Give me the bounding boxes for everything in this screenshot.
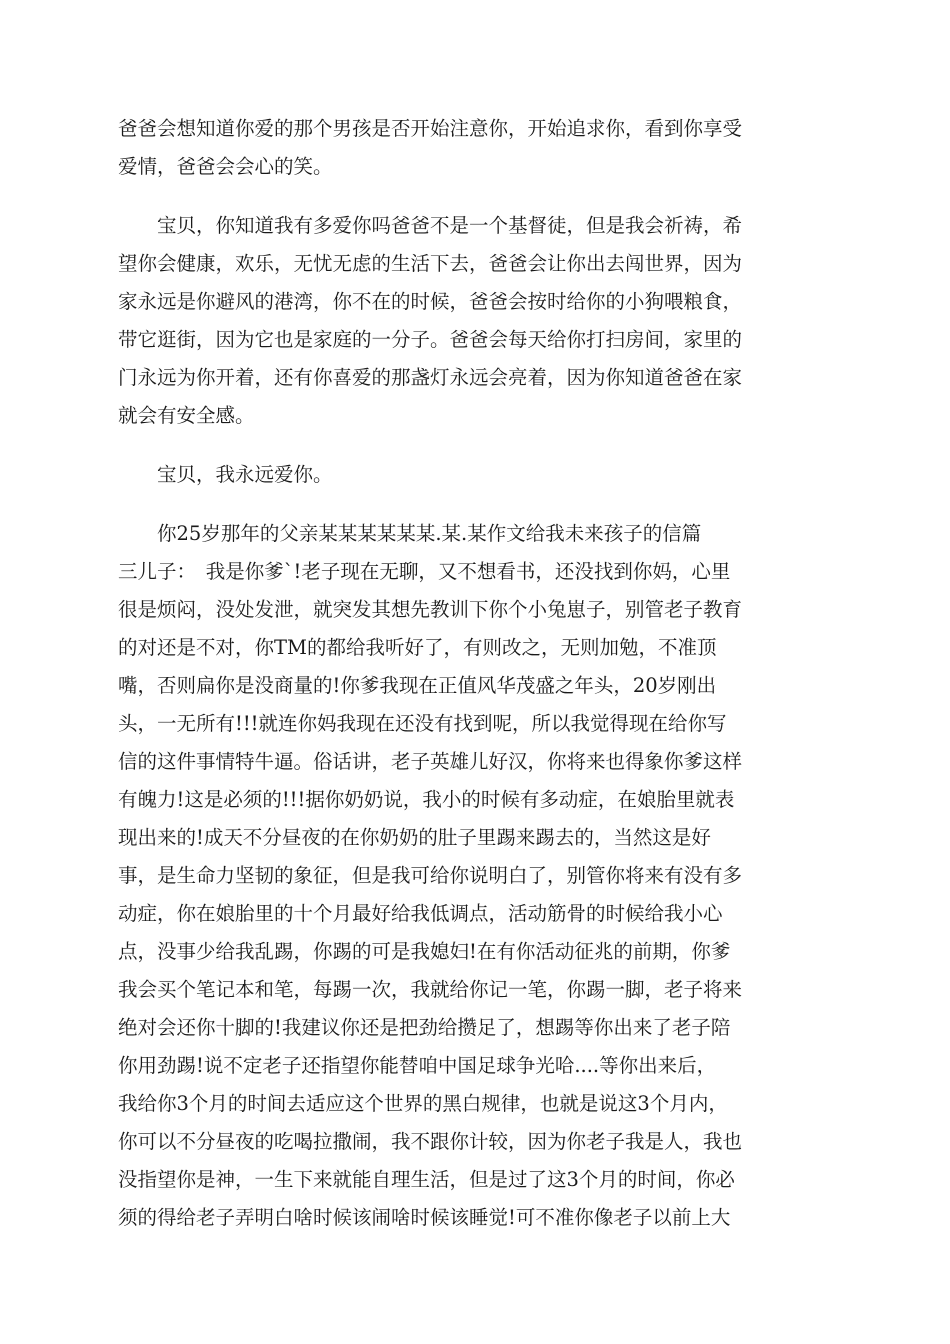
text-line: 绝对会还你十脚的!我建议你还是把劲给攒足了，想踢等你出来了老子陪 bbox=[118, 1016, 731, 1039]
text-line: 事，是生命力坚韧的象征，但是我可给你说明白了，别管你将来有没有多 bbox=[118, 864, 743, 887]
paragraph-2 bbox=[118, 207, 842, 435]
text-line: 三儿子： 我是你爹`!老子现在无聊，又不想看书，还没找到你妈，心里 bbox=[118, 560, 731, 583]
text-line: 爱情，爸爸会会心的笑。 bbox=[118, 155, 333, 178]
paragraph-1 bbox=[118, 110, 842, 186]
paragraph-4 bbox=[118, 515, 842, 1237]
text-line: 宝贝，我永远爱你。 bbox=[118, 463, 333, 486]
text-line: 现出来的!成天不分昼夜的在你奶奶的肚子里踢来踢去的，当然这是好 bbox=[118, 826, 711, 849]
text-line: 宝贝，你知道我有多爱你吗爸爸不是一个基督徒，但是我会祈祷，希 bbox=[118, 214, 743, 237]
text-line: 你用劲踢!说不定老子还指望你能替咱中国足球争光哈....等你出来后， bbox=[118, 1054, 717, 1077]
document-body bbox=[118, 110, 842, 1237]
text-line: 望你会健康，欢乐，无忧无虑的生活下去，爸爸会让你出去闯世界，因为 bbox=[118, 252, 743, 275]
text-line: 很是烦闷，没处发泄，就突发其想先教训下你个小兔崽子，别管老子教育 bbox=[118, 598, 743, 621]
text-line: 点，没事少给我乱踢，你踢的可是我媳妇!在有你活动征兆的前期，你爹 bbox=[118, 940, 731, 963]
text-line: 动症，你在娘胎里的十个月最好给我低调点，活动筋骨的时候给我小心 bbox=[118, 902, 723, 925]
paragraph-3 bbox=[118, 456, 842, 494]
text-line: 爸爸会想知道你爱的那个男孩是否开始注意你，开始追求你，看到你享受 bbox=[118, 117, 743, 140]
text-line: 须的得给老子弄明白啥时候该闹啥时候该睡觉!可不准你像老子以前上大 bbox=[118, 1206, 731, 1229]
text-line: 的对还是不对，你TM的都给我听好了，有则改之，无则加勉，不准顶 bbox=[118, 636, 717, 659]
text-line: 头，一无所有!!!就连你妈我现在还没有找到呢，所以我觉得现在给你写 bbox=[118, 712, 727, 735]
text-line: 就会有安全感。 bbox=[118, 404, 255, 427]
text-line: 你可以不分昼夜的吃喝拉撒闹，我不跟你计较，因为你老子我是人，我也 bbox=[118, 1130, 743, 1153]
text-line: 有魄力!这是必须的!!!据你奶奶说，我小的时候有多动症，在娘胎里就表 bbox=[118, 788, 735, 811]
text-line: 我给你3个月的时间去适应这个世界的黑白规律，也就是说这3个月内， bbox=[118, 1092, 728, 1115]
text-line: 你25岁那年的父亲某某某某某某.某.某作文给我未来孩子的信篇 bbox=[118, 522, 702, 545]
text-line: 带它逛街，因为它也是家庭的一分子。爸爸会每天给你打扫房间，家里的 bbox=[118, 328, 743, 351]
text-line: 门永远为你开着，还有你喜爱的那盏灯永远会亮着，因为你知道爸爸在家 bbox=[118, 366, 743, 389]
text-line: 信的这件事情特牛逼。俗话讲，老子英雄儿好汉，你将来也得象你爹这样 bbox=[118, 750, 743, 773]
text-line: 家永远是你避风的港湾，你不在的时候，爸爸会按时给你的小狗喂粮食， bbox=[118, 290, 743, 313]
text-line: 没指望你是神，一生下来就能自理生活，但是过了这3个月的时间，你必 bbox=[118, 1168, 735, 1191]
text-line: 嘴，否则扁你是没商量的!你爹我现在正值风华茂盛之年头，20岁刚出 bbox=[118, 674, 717, 697]
text-line: 我会买个笔记本和笔，每踢一次，我就给你记一笔，你踢一脚，老子将来 bbox=[118, 978, 743, 1001]
